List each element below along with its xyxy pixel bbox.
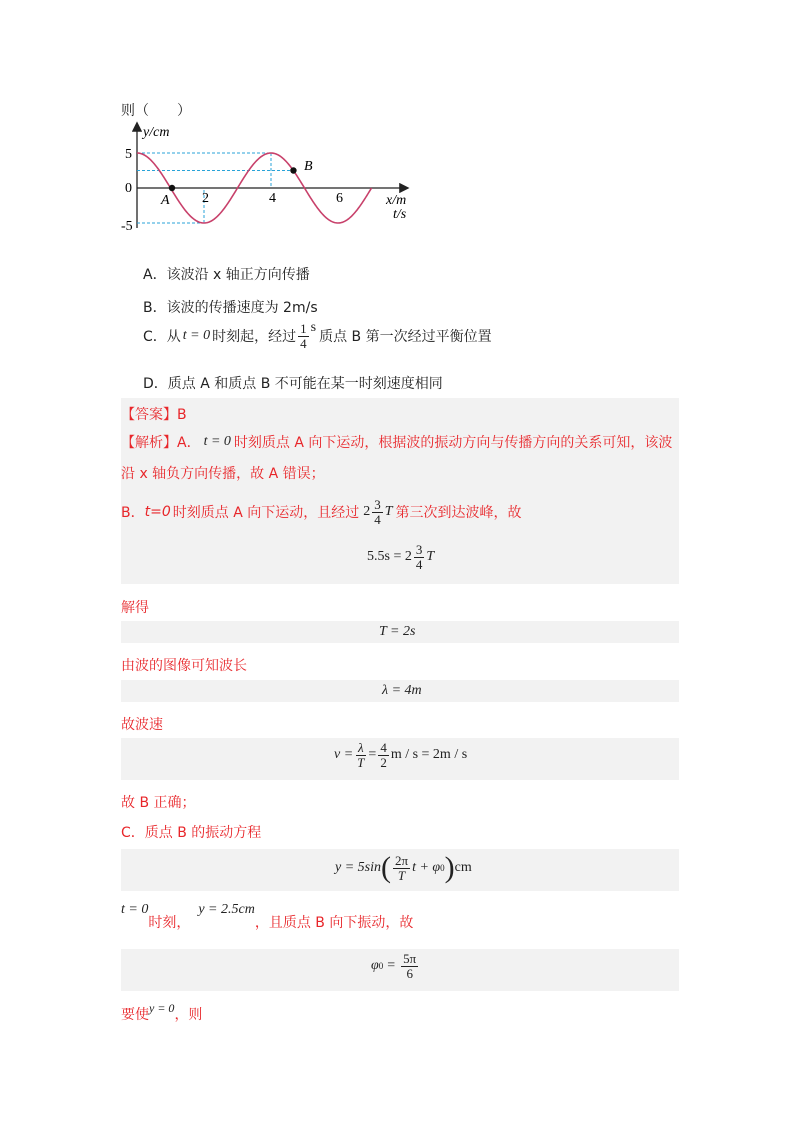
y-tick-5: 5	[125, 147, 132, 162]
equation-4: v = $\frac{\lambda}{T}$ = $\frac{4}{2}$ m / s = 2m / s	[334, 740, 468, 770]
analysis-a-line1: 【解析】A． t = 0 时刻质点 A 向下运动，根据波的振动方向与传播方向的关系可知，该波	[121, 434, 673, 451]
answer-line: 【答案】B	[121, 407, 187, 423]
t-axis-label: t/s	[393, 207, 407, 222]
jiede-label: 解得	[121, 600, 149, 616]
point-a-dot	[169, 185, 175, 191]
equation-2: T = 2s	[379, 624, 416, 639]
y-tick-0: 0	[125, 181, 132, 196]
equation-5: y = 5sin ( $\frac{2\pi}{T}$ t + φ 0 ) cm	[335, 851, 472, 884]
option-d: D．质点 A 和质点 B 不可能在某一时刻速度相同	[143, 376, 443, 392]
equation-6: φ 0 = $\frac{5\pi}{6}$	[371, 951, 417, 981]
option-b: B．该波的传播速度为 2m/s	[143, 300, 318, 316]
analysis-a-line2: 沿 x 轴负方向传播，故 A 错误；	[121, 466, 325, 482]
option-c: C． 从 t = 0 时刻起，经过 $\frac{1}{4}$ s 质点 B 第一次经过平衡位置	[143, 320, 492, 351]
wave-graph	[121, 118, 421, 230]
question-stem-tail: 则（ ）	[121, 103, 191, 119]
y-tick-neg5: -5	[121, 219, 133, 230]
equation-3: λ = 4m	[382, 683, 422, 698]
equation-1: 5.5s = 2 $\frac{3}{4}$ T	[367, 542, 435, 572]
c-head-line: C．质点 B 的振动方程	[121, 825, 262, 841]
x-axis-label: x/m	[386, 193, 407, 208]
point-b-dot	[290, 167, 296, 173]
x-tick-2: 2	[202, 191, 209, 206]
last-line: 要使 y = 0 ，则	[121, 1001, 203, 1023]
x-tick-4: 4	[269, 191, 276, 206]
analysis-b-line1: B． t=0 时刻质点 A 向下运动，且经过 2 $\frac{3}{4}$ T 第三次到达波峰，故	[121, 497, 522, 527]
b-correct-line: 故 B 正确；	[121, 795, 196, 811]
point-b-label: B	[304, 159, 313, 174]
c-condition-line: t = 0 时刻， y = 2.5cm ，且质点 B 向下振动，故	[121, 902, 414, 931]
y-axis-label: y/cm	[143, 125, 170, 140]
wavelength-label: 由波的图像可知波长	[121, 658, 247, 674]
speed-label: 故波速	[121, 717, 163, 733]
point-a-label: A	[161, 193, 170, 208]
option-a: A．该波沿 x 轴正方向传播	[143, 267, 310, 283]
x-tick-6: 6	[336, 191, 343, 206]
